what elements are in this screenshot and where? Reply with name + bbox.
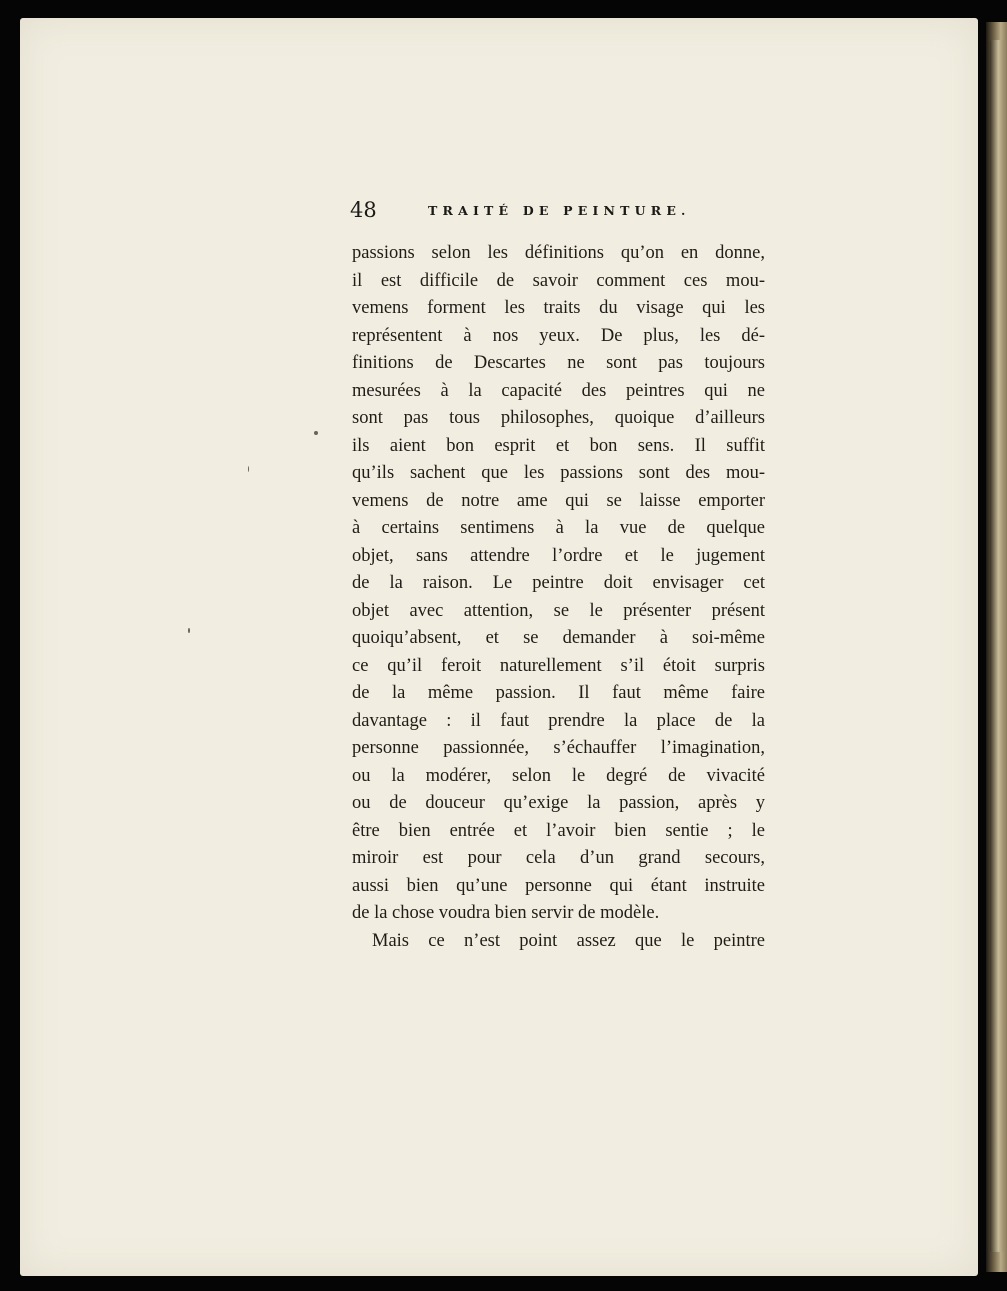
text-line: ils aient bon esprit et bon sens. Il suffit <box>352 435 765 456</box>
text-line: davantage : il faut prendre la place de la <box>352 710 765 731</box>
text-line: miroir est pour cela d’un grand secours, <box>352 848 765 868</box>
paper-speck <box>314 431 318 435</box>
text-line: objet, sans attendre l’ordre et le jugement <box>352 545 765 566</box>
text-line: quoiqu’absent, et se demander à soi-même <box>352 628 765 648</box>
text-line: personne passionnée, s’échauffer l’imagination, <box>352 738 765 758</box>
text-line: mesurées à la capacité des peintres qui ne <box>352 380 765 401</box>
text-line: finitions de Descartes ne sont pas toujours <box>352 353 765 373</box>
text-line: de la chose voudra bien servir de modèle. <box>352 903 660 923</box>
text-line: aussi bien qu’une personne qui étant instruite <box>352 875 765 896</box>
text-line: être bien entrée et l’avoir bien sentie ; le <box>352 820 765 841</box>
text-line: vemens de notre ame qui se laisse emporter <box>352 490 765 511</box>
text-line: de la même passion. Il faut même faire <box>352 683 765 703</box>
text-line: qu’ils sachent que les passions sont des mou- <box>352 463 765 483</box>
text-line: de la raison. Le peintre doit envisager cet <box>352 573 765 593</box>
text-line: ou la modérer, selon le degré de vivacité <box>352 765 765 786</box>
page-header <box>350 198 770 228</box>
text-line: vemens forment les traits du visage qui les <box>352 298 765 318</box>
text-line: représentent à nos yeux. De plus, les dé- <box>352 325 765 346</box>
text-line: passions selon les définitions qu’on en donne, <box>352 243 765 263</box>
text-line: ce qu’il feroit naturellement s’il étoit surpris <box>352 655 765 676</box>
text-line: à certains sentimens à la vue de quelque <box>352 518 765 538</box>
paper-speck <box>188 628 190 633</box>
text-line: sont pas tous philosophes, quoique d’ailleurs <box>352 408 765 428</box>
adjacent-page-edge-strip <box>990 40 1004 1252</box>
text-line: objet avec attention, se le présenter présent <box>352 600 765 621</box>
text-line: ou de douceur qu’exige la passion, après y <box>352 793 765 813</box>
page-number: 48 <box>350 198 377 222</box>
text-line: il est difficile de savoir comment ces mou- <box>352 270 765 291</box>
paper-speck <box>248 466 249 472</box>
body-text <box>352 240 765 955</box>
running-title: TRAITÉ DE PEINTURE. <box>428 203 691 218</box>
paragraph-start-line: Mais ce n’est point assez que le peintre <box>372 930 765 951</box>
adjacent-page-edge <box>986 22 1007 1272</box>
